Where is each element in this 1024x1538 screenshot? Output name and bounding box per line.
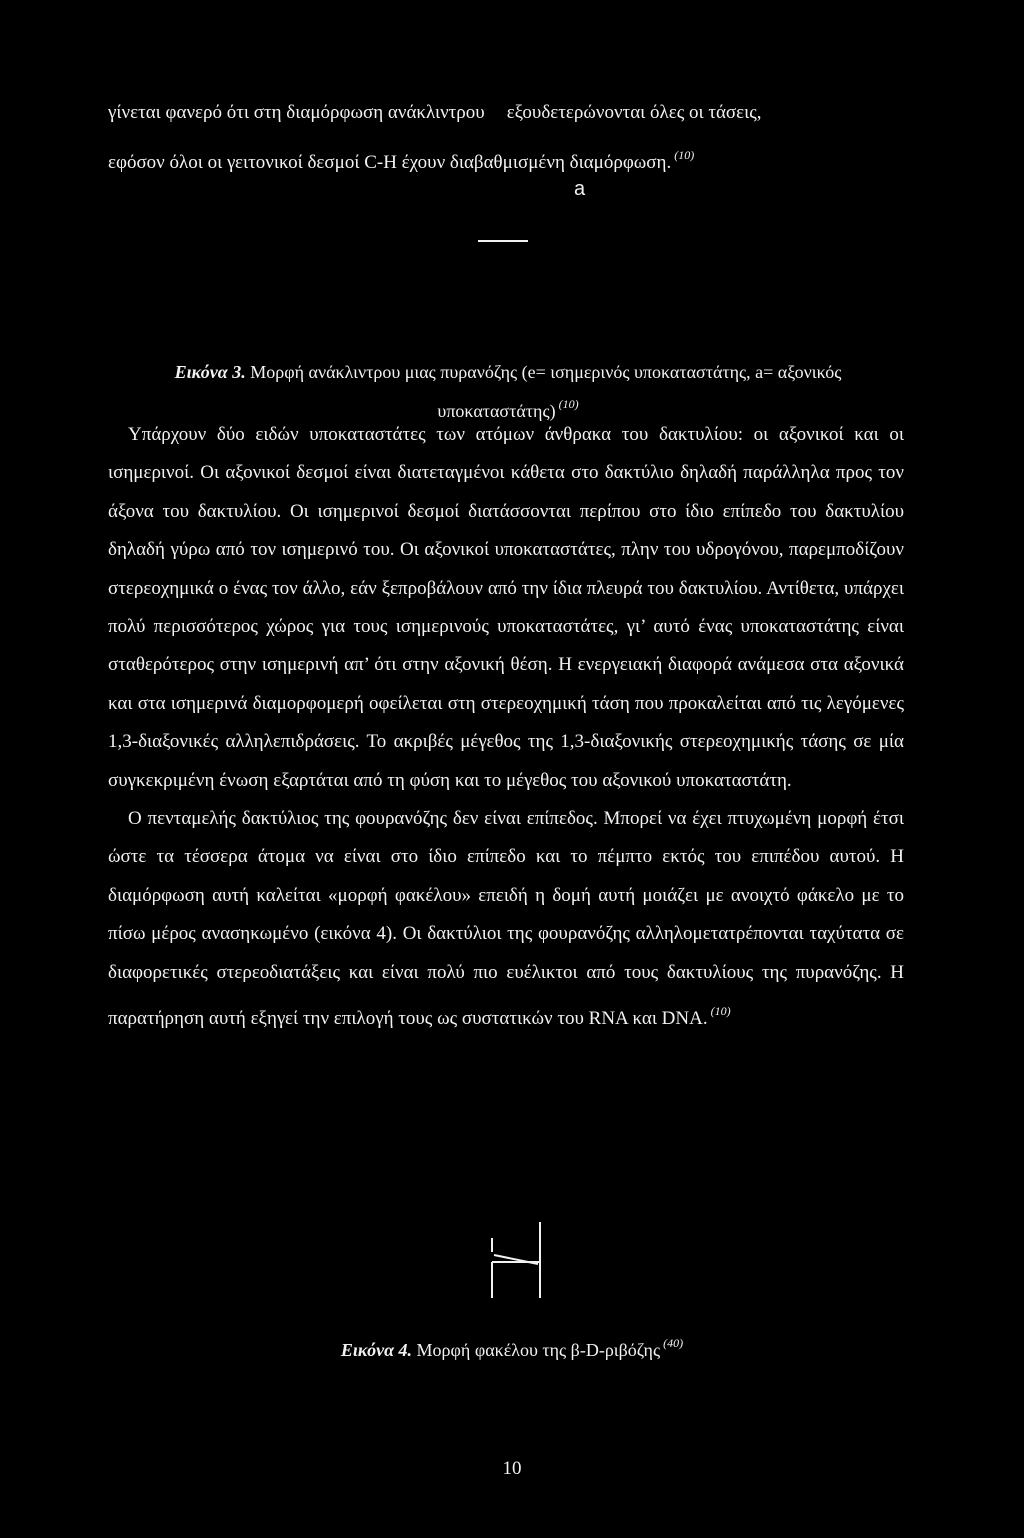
intro-line-1-part-2: εξουδετερώνονται όλες οι τάσεις, <box>506 102 762 123</box>
figure-4-caption-label: Εικόνα 4. <box>340 1340 413 1360</box>
paragraph-furanose <box>108 800 904 1038</box>
intro-line-2 <box>108 134 904 184</box>
citation-ref: (40) <box>663 1336 684 1350</box>
figure-3-caption-text: Μορφή ανάκλιντρου μιας πυρανόζης (e= ισημερινός υποκαταστάτης, a= αξονικός <box>250 362 842 382</box>
figure-3-axial-label: a <box>574 178 586 200</box>
page-number: 10 <box>502 1458 522 1479</box>
figure-4-caption-text: Μορφή φακέλου της β-D-ριβόζης <box>416 1340 661 1360</box>
intro-line-2-text: εφόσον όλοι οι γειτονικοί δεσμοί C-H έχουν διαβαθμισμένη διαμόρφωση. <box>108 152 672 173</box>
citation-ref: (10) <box>558 397 579 411</box>
figure-3-bond-line <box>478 240 528 242</box>
citation-ref: (10) <box>674 148 695 162</box>
intro-line-1 <box>108 92 904 134</box>
paragraph-furanose-text: Ο πενταμελής δακτύλιος της φουρανόζης δεν είναι επίπεδος. Μπορεί να έχει πτυχωμένη μορφή έτσι ώστε τα τέσσερα άτομα να είναι στο ίδιο επίπεδο και το πέμπτο εκτός του επιπέδου αυτού. Η διαμόρφωση αυτή καλείται «μορφή φακέλου» επειδή η δομή αυτή μοιάζει με ανοιχτό φάκελο με το πίσω μέρος ανασηκωμένο (εικόνα 4). Οι δακτύλιοι της φουρανόζης αλληλομετατρέπονται ταχύτατα σε διαφορετικές στερεοδιατάξεις και είναι πολύ πιο ευέλικτοι από τους δακτυλίους της πυρανόζης. Η παρατήρηση αυτή εξηγεί την επιλογή τους ως συστατικών του RNA και DNA. <box>108 808 904 1030</box>
figure-3-caption-text-cont: υποκαταστάτης) <box>437 401 556 421</box>
intro-text <box>108 92 904 184</box>
intro-line-1-part-1: γίνεται φανερό ότι στη διαμόρφωση ανάκλιντρου <box>108 102 485 123</box>
body-text <box>108 416 904 1039</box>
figure-4-caption <box>300 1336 724 1361</box>
figure-4-envelope-structure <box>486 1222 548 1300</box>
figure-3-caption-line-1 <box>108 356 908 388</box>
paragraph-substituents: Υπάρχουν δύο ειδών υποκαταστάτες των ατόμων άνθρακα του δακτυλίου: οι αξονικοί και οι ισημερινοί. Οι αξονικοί δεσμοί είναι διατεταγμένοι κάθετα στο δακτύλιο δηλαδή παράλληλα προς τον άξονα του δακτυλίου. Οι ισημερινοί δεσμοί διατάσσονται περίπου στο ίδιο επίπεδο του δακτυλίου δηλαδή γύρω από τον ισημερινό του. Οι αξονικοί υποκαταστάτες, πλην του υδρογόνου, παρεμποδίζουν στερεοχημικά ο ένας τον άλλο, εάν ξεπροβάλουν από την ίδια πλευρά του δακτυλίου. Αντίθετα, υπάρχει πολύ περισσότερος χώρος για τους ισημερινούς υποκαταστάτες, γι’ αυτό ένας υποκαταστάτης είναι σταθερότερος στην ισημερινή απ’ ότι στην αξονική θέση. Η ενεργειακή διαφορά ανάμεσα στα αξονικά και στα ισημερινά διαμορφομερή οφείλεται στη στερεοχημική τάση που προκαλείται από τις λεγόμενες 1,3-διαξονικές αλληλεπιδράσεις. Το ακριβές μέγεθος της 1,3-διαξονικής στερεοχημικής τάσης σε μία συγκεκριμένη ένωση εξαρτάται από τη φύση και το μέγεθος του αξονικού υποκαταστάτη. <box>108 424 904 791</box>
figure-3-caption-label: Εικόνα 3. <box>174 362 246 382</box>
citation-ref: (10) <box>710 1004 731 1019</box>
